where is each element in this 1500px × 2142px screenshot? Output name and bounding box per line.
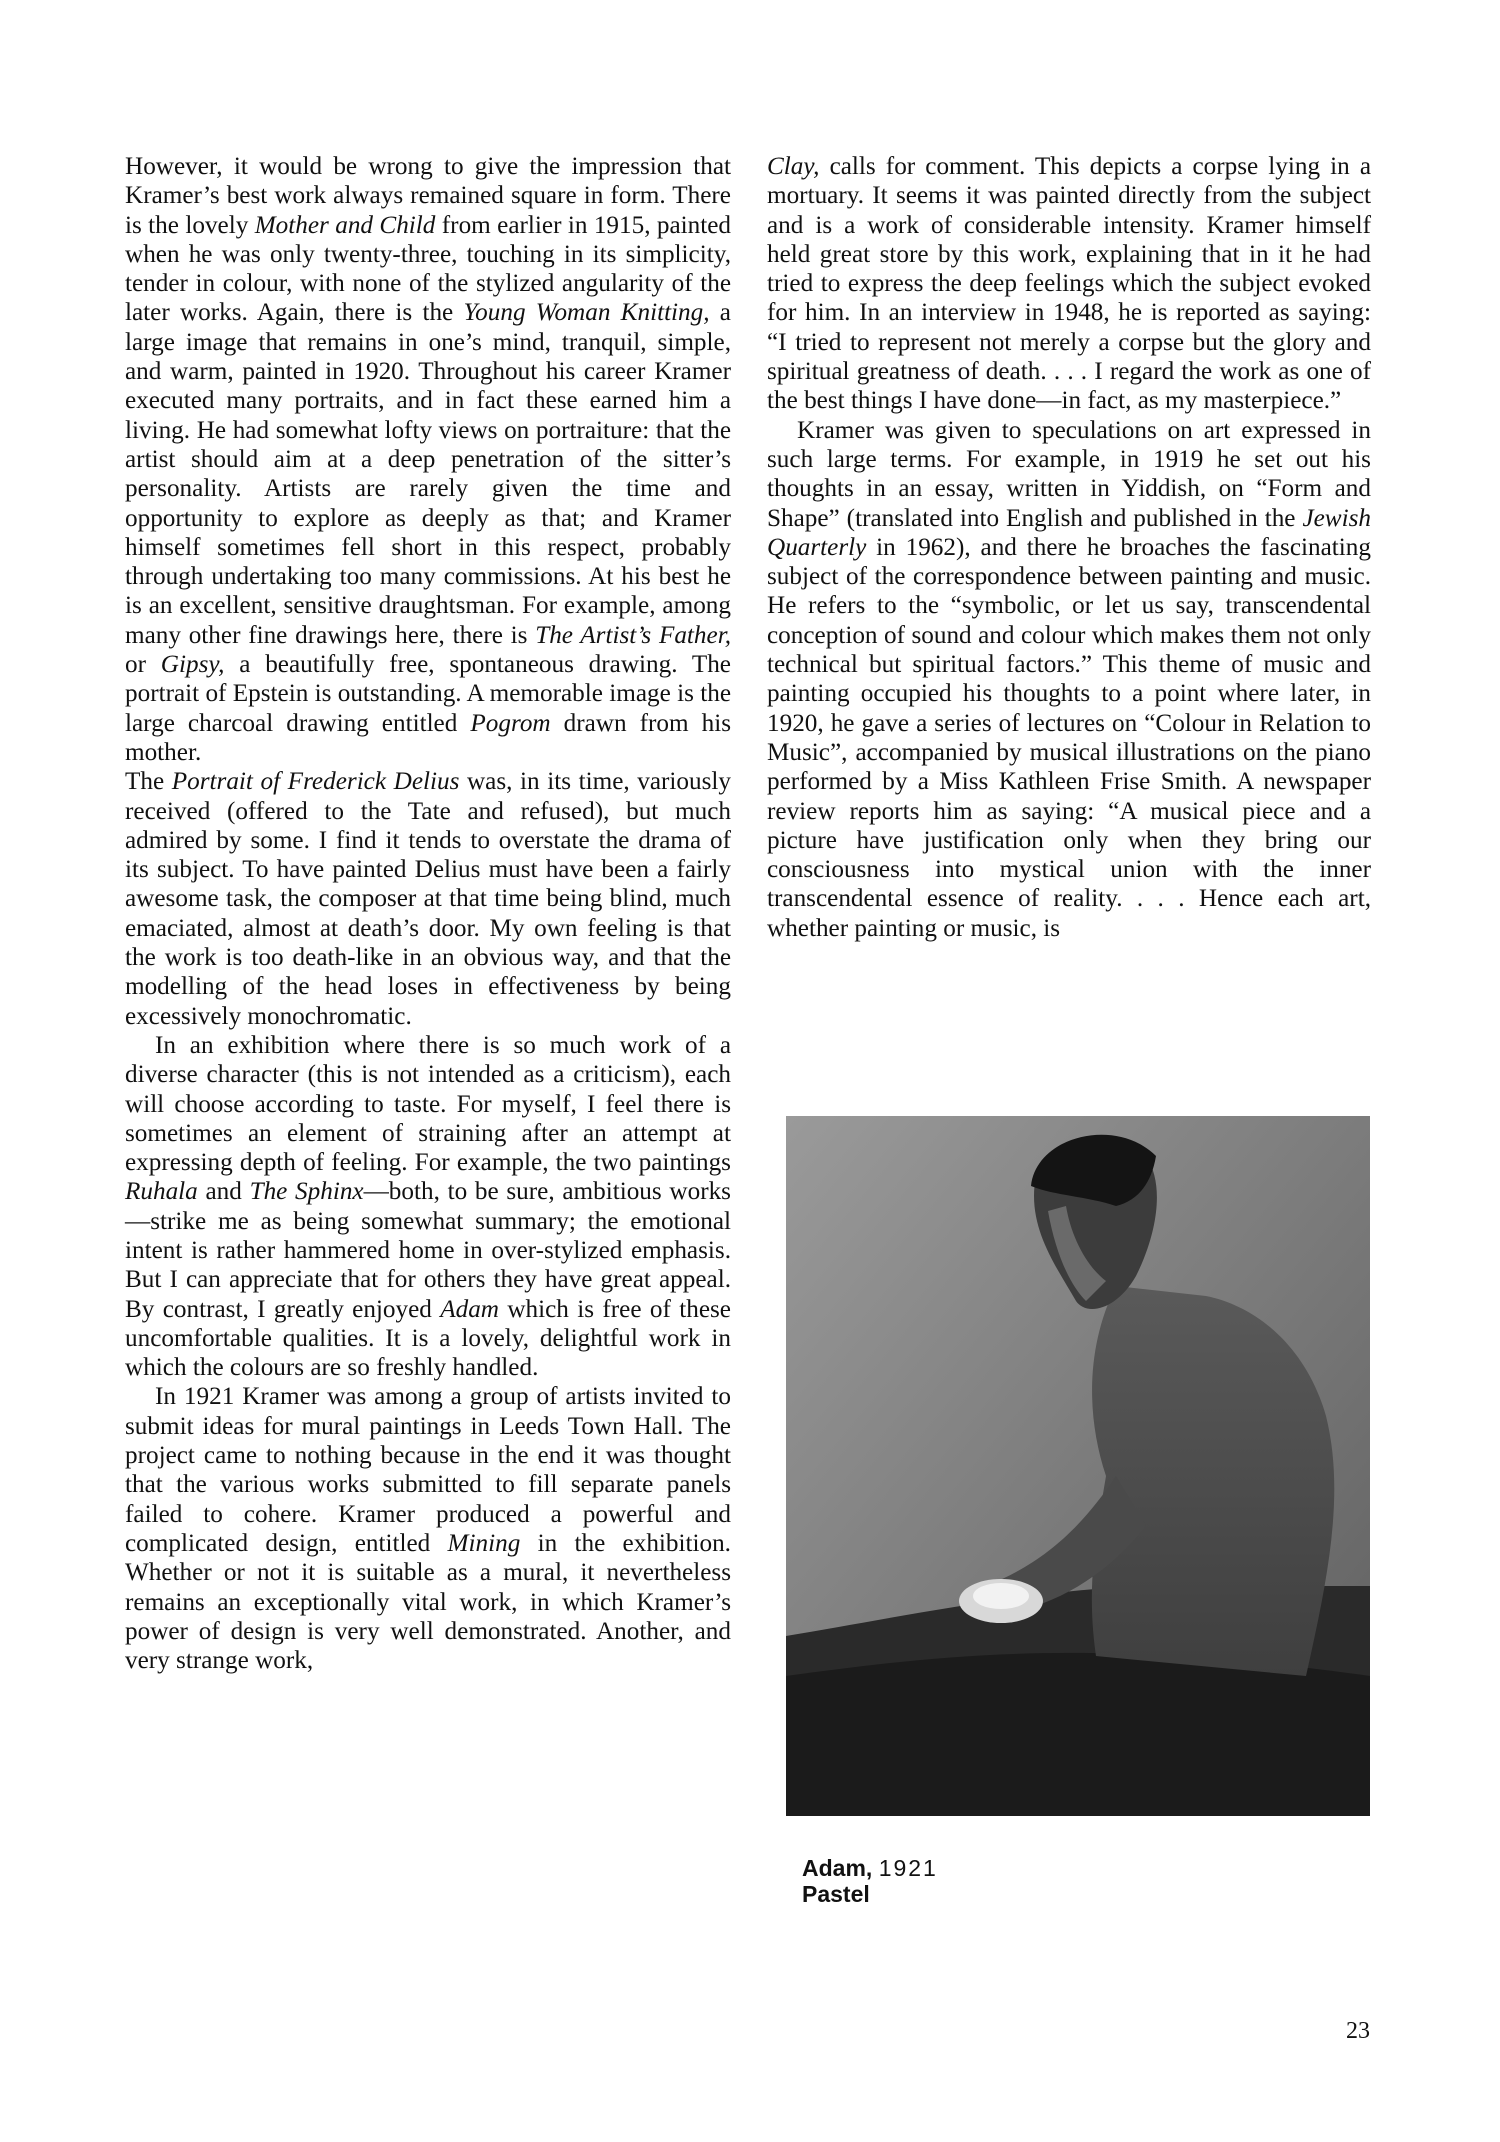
italic-text: Clay, xyxy=(767,153,820,180)
italic-text: The Artist’s Father, xyxy=(535,621,731,649)
text-run: which is free of these uncomfortable qualities. It is a lovely, delightful work in which the colours are so freshly handled. xyxy=(125,1295,731,1382)
italic-text: Ruhala xyxy=(125,1178,198,1206)
paragraph xyxy=(125,152,731,767)
italic-text: Pogrom xyxy=(470,709,551,737)
adam-painting-image xyxy=(786,1116,1370,1816)
italic-text: Jewish Quarterly xyxy=(767,504,1371,561)
italic-text: Portrait of Frederick Delius xyxy=(171,768,460,796)
italic-text: The Sphinx xyxy=(249,1178,364,1206)
text-run: In 1921 Kramer was among a group of artists invited to submit ideas for mural paintings in Leeds Town Hall. The project came to nothing because in the end it was thought that the various works submitted to fill separate panels failed to cohere. Kramer produced a powerful and complicated design, entitled xyxy=(125,1383,731,1557)
text-run: or xyxy=(125,651,161,679)
caption-year: 1921 xyxy=(878,1855,938,1881)
caption-medium: Pastel xyxy=(802,1881,870,1907)
text-run: drawn from his mother. xyxy=(125,709,731,766)
text-run: However, it would be wrong to give the impression that Kramer’s best work always remained square in form. There is the lovely xyxy=(125,153,731,239)
italic-text: Adam xyxy=(440,1295,499,1323)
text-run: a beautifully free, spontaneous drawing. The portrait of Epstein is outstanding. A memorable image is the large charcoal drawing entitled xyxy=(125,651,731,737)
text-run: was, in its time, variously received (offered to the Tate and refused), but much admired by some. I find it tends to overstate the drama of its subject. To have painted Delius must have been a fairly awesome task, the composer at that time being blind, much emaciated, almost at death’s door. My own feeling is that the work is too death-like in an obvious way, and that the modelling of the head loses in effectiveness by being excessively monochromatic. xyxy=(125,768,731,1030)
paragraph xyxy=(767,416,1371,943)
text-run: Kramer was given to speculations on art expressed in such large terms. For example, in 1919 he set out his thoughts in an essay, written in Yiddish, on “Form and Shape” (translated into English and published in the xyxy=(767,416,1371,532)
italic-text: Gipsy, xyxy=(160,651,225,679)
left-column xyxy=(125,152,731,1675)
paragraph xyxy=(767,152,1371,416)
text-run: in 1962), and there he broaches the fascinating subject of the correspondence between painting and music. He refers to the “symbolic, or let us say, transcendental conception of sound and colour which makes them not only technical but spiritual factors.” This theme of music and painting occupied his thoughts to a point where later, in 1920, he gave a series of lectures on “Colour in Relation to Music”, accompanied by musical illustrations on the piano performed by a Miss Kathleen Frise Smith. A newspaper review reports him as saying: “A musical piece and a picture have justification only when they bring our consciousness into mystical union with the inner transcendental essence of reality. . . . Hence each art, whether painting or music, is xyxy=(767,533,1371,942)
paragraph xyxy=(125,1382,731,1675)
page-number: 23 xyxy=(1346,2018,1370,2044)
text-run: In an exhibition where there is so much work of a diverse character (this is not intended as a criticism), each will choose according to taste. For myself, I feel there is sometimes an element of straining after an attempt at expressing depth of feeling. For example, the two paintings xyxy=(125,1031,731,1177)
italic-text: Young Woman Knitting, xyxy=(463,299,710,327)
italic-text: Mother and Child xyxy=(254,211,436,239)
text-run: from earlier in 1915, painted when he was only twenty-three, touching in its simplicity, tender in colour, with none of the stylized angularity of the later works. Again, there is the xyxy=(125,211,732,327)
text-run: calls for comment. This depicts a corpse lying in a mortuary. It seems it was painted directly from the subject and is a work of considerable intensity. Kramer himself held great store by this work, explaining that in it he had tried to express the deep feelings which the subject evoked for him. In an interview in 1948, he is reported as saying: “I tried to represent not merely a corpse but the glory and spiritual greatness of death. . . . I regard the work as one of the best things I have done—in fact, as my masterpiece.” xyxy=(767,153,1371,415)
text-run: and xyxy=(197,1178,250,1206)
paragraph xyxy=(125,767,731,1031)
paragraph xyxy=(125,1031,731,1383)
italic-text: Mining xyxy=(447,1529,521,1557)
text-run: —both, to be sure, ambitious works—strike me as being somewhat summary; the emotional intent is rather hammered home in over-stylized emphasis. But I can appreciate that for others they have great appeal. By contrast, I greatly enjoyed xyxy=(125,1178,731,1323)
text-run: The xyxy=(125,768,172,796)
right-column xyxy=(767,152,1371,943)
text-run: a large image that remains in one’s mind, tranquil, simple, and warm, painted in 1920. Throughout his career Kramer executed many portraits, and in fact these earned him a living. He had somewhat lofty views on portraiture: that the artist should aim at a deep penetration of the sitter’s personality. Artists are rarely given the time and opportunity to explore as deeply as that; and Kramer himself sometimes fell short in this respect, probably through undertaking too many commissions. At his best he is an excellent, sensitive draughtsman. For example, among many other fine drawings here, there is xyxy=(125,299,731,649)
caption-title: Adam, xyxy=(802,1855,873,1881)
text-run: in the exhibition. Whether or not it is suitable as a mural, it nevertheless remains an exceptionally vital work, in which Kramer’s power of design is very well demonstrated. Another, and very strange work, xyxy=(125,1529,731,1675)
figure-caption xyxy=(802,1855,938,1907)
